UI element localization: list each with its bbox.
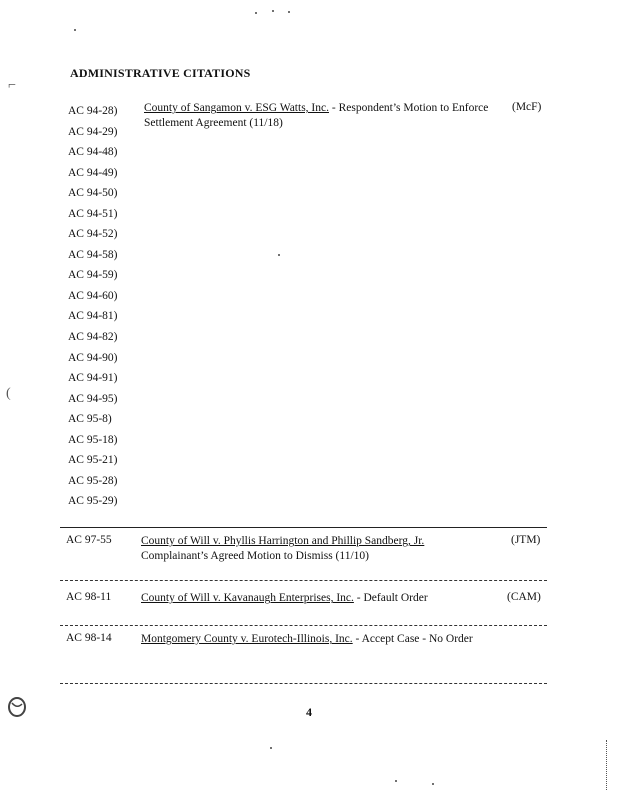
judge-initials: (McF)	[512, 101, 542, 113]
divider	[60, 683, 547, 684]
case-number: AC 97-55	[66, 534, 112, 546]
case-action: - Respondent’s Motion to Enforce Settlement Agreement (11/18)	[144, 102, 489, 129]
case-number: AC 94-28)	[68, 105, 118, 117]
case-action: - Default Order	[353, 592, 428, 604]
scan-speck	[278, 254, 280, 256]
scan-edge	[606, 740, 608, 790]
case-number: AC 95-8)	[68, 413, 112, 426]
case-description	[141, 632, 476, 647]
case-number: AC 94-59)	[68, 269, 118, 282]
case-number: AC 95-21)	[68, 454, 118, 467]
case-number: AC 94-29)	[68, 125, 118, 138]
case-number: AC 94-90)	[68, 351, 118, 364]
case-number: AC 94-58)	[68, 248, 118, 261]
case-number: AC 94-81)	[68, 310, 118, 323]
case-number: AC 94-48)	[68, 146, 118, 159]
case-number: AC 94-52)	[68, 228, 118, 241]
case-number: AC 94-51)	[68, 207, 118, 220]
case-number: AC 94-95)	[68, 392, 118, 405]
scan-speck	[255, 12, 257, 14]
scan-speck	[272, 10, 274, 12]
scan-mark-icon: ⌐	[8, 78, 16, 93]
judge-initials: (CAM)	[507, 591, 541, 603]
scan-speck	[432, 783, 434, 785]
case-number: AC 95-18)	[68, 433, 118, 446]
case-number: AC 94-49)	[68, 166, 118, 179]
hole-punch-icon	[6, 694, 28, 720]
scan-speck	[270, 747, 272, 749]
divider	[60, 580, 547, 581]
scan-speck	[395, 780, 397, 782]
case-number: AC 94-91)	[68, 372, 118, 385]
section-title: ADMINISTRATIVE CITATIONS	[70, 66, 251, 80]
case-number-list	[68, 101, 118, 512]
case-number: AC 95-28)	[68, 474, 118, 487]
case-title: County of Will v. Kavanaugh Enterprises, Inc.	[141, 592, 354, 604]
scan-mark-icon: (	[6, 386, 11, 401]
case-number: AC 95-29)	[68, 495, 118, 508]
case-action: Complainant’s Agreed Motion to Dismiss (11/10)	[141, 550, 369, 562]
case-title: County of Will v. Phyllis Harrington and Phillip Sandberg, Jr.	[141, 535, 425, 547]
scan-speck	[288, 11, 290, 13]
case-description	[144, 101, 494, 131]
judge-initials: (JTM)	[511, 534, 541, 546]
case-title: County of Sangamon v. ESG Watts, Inc.	[144, 102, 329, 114]
case-number: AC 98-11	[66, 591, 112, 603]
case-title: Montgomery County v. Eurotech-Illinois, Inc.	[141, 633, 353, 645]
scan-speck	[74, 29, 76, 31]
case-number: AC 98-14	[66, 632, 112, 644]
case-description	[141, 534, 491, 564]
divider	[60, 625, 547, 626]
case-number: AC 94-50)	[68, 187, 118, 200]
page-number: 4	[306, 705, 312, 719]
case-number: AC 94-82)	[68, 331, 118, 344]
case-action: - Accept Case - No Order	[352, 633, 473, 645]
divider	[60, 527, 547, 528]
case-description	[141, 591, 491, 606]
case-number: AC 94-60)	[68, 289, 118, 302]
